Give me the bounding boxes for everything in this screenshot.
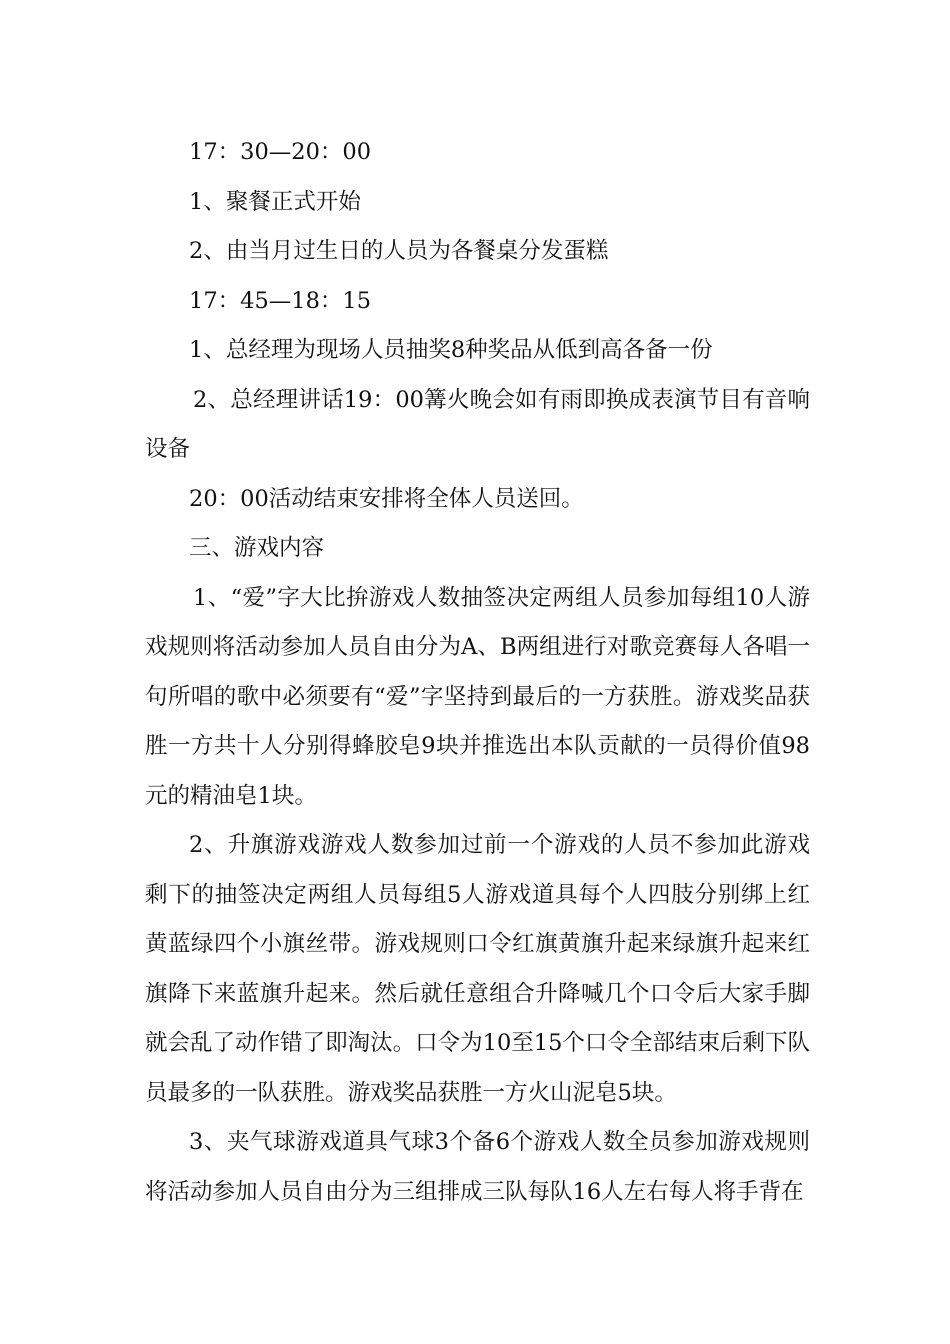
schedule-item: 2、总经理讲话19：00篝火晚会如有雨即换成表演节目有音响设备 [145, 386, 810, 462]
schedule-item: 20：00活动结束安排将全体人员送回。 [189, 485, 584, 512]
time-heading-1745: 17：45—18：15 [189, 287, 372, 314]
game-description: 3、夹气球游戏道具气球3个备6个游戏人数全员参加游戏规则将活动参加人员自由分为三组排成三队每队16人左右每人将手背在 [145, 1129, 810, 1205]
game-description: 2、升旗游戏游戏人数参加过前一个游戏的人员不参加此游戏剩下的抽签决定两组人员每组5人游戏道具每个人四肢分别绑上红黄蓝绿四个小旗丝带。游戏规则口令红旗黄旗升起来绿旗升起来红旗降下来蓝旗升起来。然后就任意组合升降喊几个口令后大家手脚就会乱了动作错了即淘汰。口令为10至15个口令全部结束后剩下队员最多的一队获胜。游戏奖品获胜一方火山泥皂5块。 [145, 832, 810, 1106]
schedule-item: 2、由当月过生日的人员为各餐桌分发蛋糕 [189, 238, 609, 264]
time-heading-1730: 17：30—20：00 [189, 139, 372, 165]
schedule-item: 1、总经理为现场人员抽奖8种奖品从低到高各备一份 [189, 337, 713, 363]
schedule-item: 1、聚餐正式开始 [189, 188, 361, 215]
section-heading-games: 三、游戏内容 [189, 535, 325, 561]
document-body [145, 128, 810, 1217]
game-description: 1、“爱”字大比拚游戏人数抽签决定两组人员参加每组10人游戏规则将活动参加人员自由分为A、B两组进行对歌竞赛每人各唱一句所唱的歌中必须要有“爱”字坚持到最后的一方获胜。游戏奖品获胜一方共十人分别得蜂胶皂9块并推选出本队贡献的一员得价值98元的精油皂1块。 [145, 584, 810, 809]
